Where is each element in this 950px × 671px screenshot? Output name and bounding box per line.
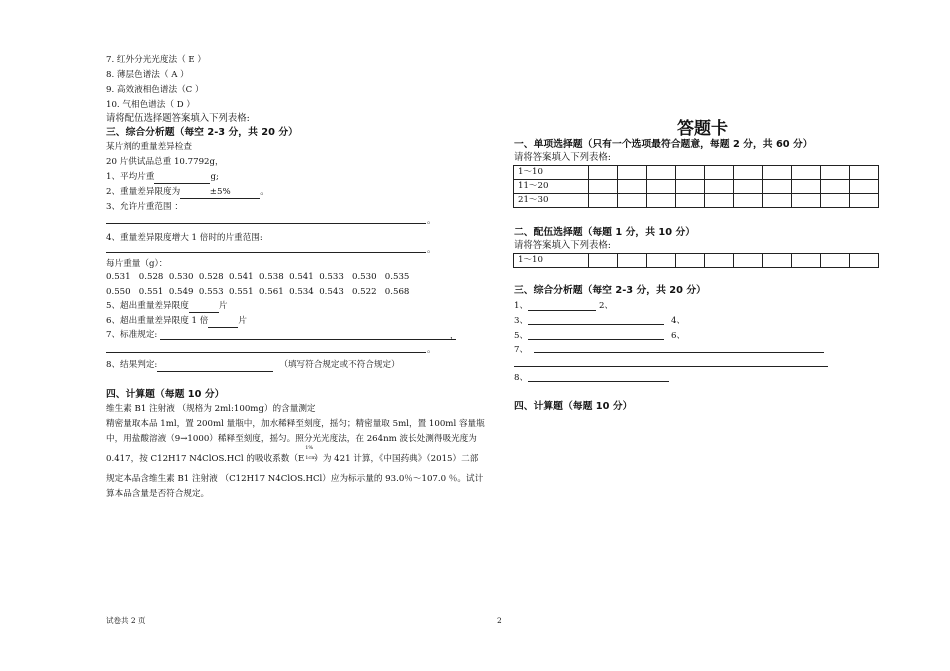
calc-line-6: 算本品含量是否符合规定。 <box>106 489 210 499</box>
answer-cell[interactable] <box>705 254 734 268</box>
item-8: 8. 薄层色谱法（ A ） <box>106 70 189 80</box>
intro-line-2: 20 片供试品总重 10.7792g， <box>106 157 224 167</box>
answer-3-label: 3、 <box>514 316 529 326</box>
item-10: 10. 气相色谱法（ D ） <box>106 100 195 110</box>
item-9: 9. 高效液相色谱法（C ） <box>106 85 204 95</box>
q7-answer-line-2[interactable] <box>106 352 426 353</box>
question-3: 3、允许片重范围 ： <box>106 202 183 212</box>
answer-cell[interactable] <box>792 180 821 194</box>
item-7: 7. 红外分光光度法（ E ） <box>106 55 207 65</box>
sec1-title: 一、单项选择题（只有一个选项最符合题意，每题 2 分，共 60 分） <box>514 139 813 150</box>
answer-5-label: 5、 <box>514 331 529 341</box>
frac-bottom: 1cm <box>305 455 316 461</box>
sec3-title: 三、综合分析题（每空 2-3 分，共 20 分） <box>514 285 706 296</box>
answer-cell[interactable] <box>763 194 792 208</box>
sec4-title: 四、计算题（每题 10 分） <box>514 401 633 412</box>
answer-7-line-2[interactable] <box>514 366 828 367</box>
q4-answer-line[interactable] <box>106 252 426 253</box>
answer-cell[interactable] <box>821 254 850 268</box>
q5-prefix: 5、超出重量差异限度 <box>106 301 189 311</box>
answer-cell[interactable] <box>618 180 647 194</box>
row-label: 1～10 <box>514 166 589 180</box>
match-instruction: 请将配伍选择题答案填入下列表格: <box>106 113 250 124</box>
question-4: 4、重量差异限度增大 1 倍时的片重范围: <box>106 233 263 243</box>
answer-6-label: 6、 <box>671 331 686 341</box>
answer-1-label: 1、 <box>514 301 529 311</box>
question-2 <box>106 186 269 199</box>
answer-cell[interactable] <box>850 180 879 194</box>
answer-cell[interactable] <box>589 180 618 194</box>
answer-cell[interactable] <box>618 194 647 208</box>
answer-4-label: 4、 <box>671 316 686 326</box>
footer-total-pages: 试卷共 2 页 <box>106 616 146 625</box>
answer-cell[interactable] <box>734 194 763 208</box>
answer-cell[interactable] <box>676 180 705 194</box>
q6-blank[interactable] <box>208 315 238 328</box>
answer-cell[interactable] <box>821 180 850 194</box>
question-6 <box>106 315 247 328</box>
answer-1-line[interactable] <box>528 310 596 311</box>
row-label: 21～30 <box>514 194 589 208</box>
q2-answer: ±5% <box>180 186 260 199</box>
answer-cell[interactable] <box>850 254 879 268</box>
answer-7-line[interactable] <box>534 352 824 353</box>
answer-cell[interactable] <box>589 166 618 180</box>
section3-title: 三、综合分析题（每空 2-3 分，共 20 分） <box>106 127 298 138</box>
answer-2-label: 2、 <box>599 301 614 311</box>
q7-answer-line[interactable] <box>160 339 456 340</box>
q7-comma: ， <box>450 331 459 341</box>
calc-line-2: 精密量取本品 1ml，置 200ml 量瓶中，加水稀释至刻度，摇匀；精密量取 5ml，置 100ml 容量瓶 <box>106 419 485 429</box>
q4-end: 。 <box>427 245 436 255</box>
row-label: 11～20 <box>514 180 589 194</box>
answer-cell[interactable] <box>589 194 618 208</box>
answer-cell[interactable] <box>647 194 676 208</box>
answer-cell[interactable] <box>676 254 705 268</box>
single-choice-answer-table <box>513 165 879 208</box>
answer-7-label: 7、 <box>514 345 529 355</box>
answer-cell[interactable] <box>734 166 763 180</box>
answer-cell[interactable] <box>705 166 734 180</box>
answer-cell[interactable] <box>676 166 705 180</box>
question-5 <box>106 300 227 313</box>
answer-cell[interactable] <box>821 166 850 180</box>
q6-prefix: 6、超出重量差异限度 1 倍 <box>106 316 209 326</box>
q3-end: 。 <box>427 216 436 226</box>
q2-prefix: 2、重量差异限度为 <box>106 187 181 197</box>
answer-cell[interactable] <box>734 254 763 268</box>
q1-suffix: g; <box>210 172 219 182</box>
answer-8-line[interactable] <box>528 381 669 382</box>
section4-title: 四、计算题（每题 10 分） <box>106 389 225 400</box>
matching-answer-table <box>513 253 879 268</box>
question-1 <box>106 171 219 184</box>
table-row <box>514 254 879 268</box>
answer-cell[interactable] <box>821 194 850 208</box>
table-row <box>514 180 879 194</box>
sec2-instruction: 请将答案填入下列表格: <box>514 240 611 251</box>
answer-cell[interactable] <box>647 180 676 194</box>
answer-cell[interactable] <box>763 166 792 180</box>
absorption-coefficient-fraction <box>304 445 316 463</box>
answer-card-title: 答题卡 <box>677 119 728 139</box>
q8-suffix: （填写符合规定或不符合规定） <box>279 360 400 370</box>
table-row <box>514 194 879 208</box>
answer-cell[interactable] <box>618 254 647 268</box>
answer-cell[interactable] <box>589 254 618 268</box>
answer-cell[interactable] <box>705 194 734 208</box>
answer-cell[interactable] <box>705 180 734 194</box>
q1-blank[interactable] <box>154 171 210 184</box>
answer-cell[interactable] <box>647 166 676 180</box>
calc-line-1: 维生素 B1 注射液 （规格为 2ml:100mg）的含量测定 <box>106 404 316 414</box>
q8-blank[interactable] <box>157 359 273 372</box>
answer-cell[interactable] <box>763 180 792 194</box>
row-label: 1～10 <box>514 254 589 268</box>
answer-cell[interactable] <box>792 194 821 208</box>
calc-line-3: 中，用盐酸溶液（9→1000）稀释至刻度，摇匀。照分光光度法，在 264nm 波长处测得吸光度为 <box>106 434 477 444</box>
sec2-title: 二、配伍选择题（每题 1 分，共 10 分） <box>514 227 696 238</box>
answer-8-label: 8、 <box>514 373 529 383</box>
question-8 <box>106 359 400 372</box>
answer-5-line[interactable] <box>528 339 664 340</box>
weights-row-2: 0.550 0.551 0.549 0.553 0.551 0.561 0.534 0.543 0.522 0.568 <box>106 287 410 297</box>
q3-answer-line[interactable] <box>106 223 426 224</box>
answer-cell[interactable] <box>676 194 705 208</box>
q2-suffix: 。 <box>260 187 269 197</box>
answer-cell[interactable] <box>792 254 821 268</box>
calc-line-4b: ）为 421 计算，《中国药典》（2015）二部 <box>314 454 479 464</box>
frac-top: 1% <box>305 445 314 451</box>
table-row <box>514 166 879 180</box>
answer-cell[interactable] <box>618 166 647 180</box>
answer-cell[interactable] <box>647 254 676 268</box>
calc-line-4a: 0.417，按 C12H17 N4ClOS.HCl 的吸收系数（E <box>106 454 305 464</box>
weights-label: 每片重量（g）： <box>106 259 168 269</box>
answer-cell[interactable] <box>850 194 879 208</box>
q5-suffix: 片 <box>218 301 228 311</box>
question-7: 7、标准规定: <box>106 330 158 340</box>
q6-suffix: 片 <box>238 316 247 326</box>
intro-line-1: 某片剂的重量差异检查 <box>106 142 192 152</box>
answer-cell[interactable] <box>734 180 763 194</box>
q8-prefix: 8、结果判定: <box>106 360 158 370</box>
answer-cell[interactable] <box>792 166 821 180</box>
answer-3-line[interactable] <box>528 324 664 325</box>
page-number: 2 <box>497 616 502 625</box>
q1-prefix: 1、平均片重 <box>106 172 155 182</box>
sec1-instruction: 请将答案填入下列表格: <box>514 152 611 163</box>
calc-line-4 <box>106 445 479 465</box>
answer-cell[interactable] <box>763 254 792 268</box>
calc-line-5: 规定本品含维生素 B1 注射液 （C12H17 N4ClOS.HCl）应为标示量的 93.0％～107.0 ％。试计 <box>106 474 484 484</box>
weights-row-1: 0.531 0.528 0.530 0.528 0.541 0.538 0.541 0.533 0.530 0.535 <box>106 272 410 282</box>
q5-blank[interactable] <box>189 300 219 313</box>
answer-cell[interactable] <box>850 166 879 180</box>
q7-end: 。 <box>427 345 436 355</box>
